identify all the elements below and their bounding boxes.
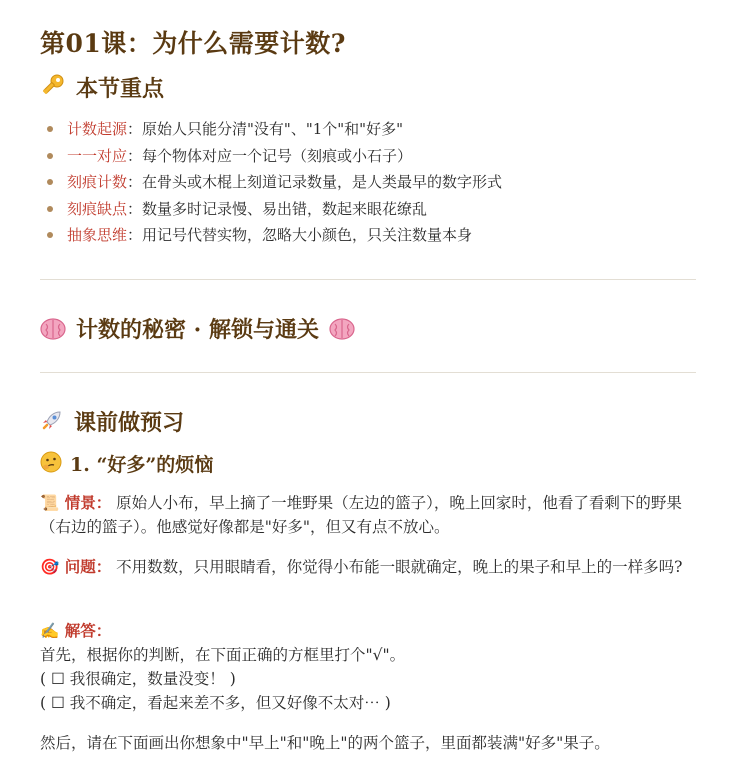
scroll-icon: 📜	[40, 493, 60, 512]
key-term: 抽象思维	[67, 226, 128, 244]
list-item	[40, 196, 502, 223]
brain-icon	[329, 318, 355, 340]
rocket-icon	[40, 408, 64, 435]
key-sep: ：	[127, 173, 143, 191]
answer-label-group	[40, 619, 690, 643]
preview-section-heading	[40, 406, 184, 437]
scenario-label-group	[40, 493, 111, 512]
bullet-dot	[47, 232, 53, 238]
bullet-dot	[47, 126, 53, 132]
list-item	[40, 222, 502, 249]
scenario-paragraph	[40, 491, 690, 539]
key-desc: 数量多时记录慢、易出错，数起来眼花缭乱	[142, 199, 428, 218]
key-sep: ：	[127, 226, 143, 244]
option-uncertain[interactable]: ( ☐ 我不确定，看起来差不多，但又好像不太对⋯ )	[40, 694, 391, 712]
lesson-title: 第01课：为什么需要计数?	[40, 29, 346, 58]
answer-label: 解答：	[64, 621, 112, 640]
key-sep: ：	[127, 199, 143, 218]
key-icon	[40, 73, 66, 102]
scenario-text: 原始人小布，早上摘了一堆野果（左边的篮子），晚上回家时，他看了看剩下的野果（右边的篮子）。他感觉好像都是"好多"，但又有点不放心。	[40, 494, 682, 536]
bullet-dot	[47, 153, 53, 159]
brain-icon	[40, 318, 66, 340]
option-certain[interactable]: ( ☐ 我很确定，数量没变！ )	[40, 670, 236, 688]
key-sep: ：	[127, 146, 143, 165]
key-term: 计数起源	[67, 120, 128, 138]
key-points-heading	[40, 72, 164, 103]
problem-title: 1. “好多”的烦恼	[70, 454, 214, 476]
question-paragraph	[40, 555, 690, 579]
follow-up-instruction: 然后，请在下面画出你想象中"早上"和"晚上"的两个篮子，里面都装满"好多"果子。	[40, 734, 610, 752]
question-text: 不用数数，只用眼睛看，你觉得小布能一眼就确定，晚上的果子和早上的一样多吗?	[116, 558, 683, 576]
secret-section-heading	[40, 313, 355, 344]
key-sep: ：	[127, 120, 143, 138]
key-term: 刻痕缺点	[67, 199, 128, 218]
key-points-title: 本节重点	[76, 76, 165, 102]
scenario-label: 情景：	[64, 493, 112, 512]
answer-block	[40, 619, 690, 715]
key-desc: 每个物体对应一个记号（刻痕或小石子）	[142, 146, 413, 165]
bullet-dot	[47, 179, 53, 185]
key-term: 一一对应	[67, 146, 128, 165]
key-desc: 在骨头或木棍上刻道记录数量，是人类最早的数字形式	[142, 173, 503, 191]
key-desc: 用记号代替实物，忽略大小颜色，只关注数量本身	[142, 226, 473, 244]
target-icon: 🎯	[40, 557, 60, 576]
key-desc: 原始人只能分清"没有"、"1个"和"好多"	[142, 120, 403, 138]
secret-section-title: 计数的秘密 · 解锁与通关	[76, 317, 319, 343]
key-term: 刻痕计数	[67, 173, 128, 191]
question-label-group	[40, 557, 111, 576]
section-divider	[40, 279, 696, 280]
section-divider	[40, 372, 696, 373]
list-item	[40, 143, 502, 170]
list-item	[40, 169, 502, 196]
preview-section-title: 课前做预习	[74, 410, 185, 436]
key-points-list	[40, 116, 502, 249]
problem-title-row	[40, 450, 213, 477]
question-label: 问题：	[64, 557, 112, 576]
thinking-face-icon	[40, 451, 62, 476]
writing-hand-icon: ✍️	[40, 621, 60, 640]
list-item	[40, 116, 502, 143]
answer-intro: 首先，根据你的判断，在下面正确的方框里打个"√"。	[40, 646, 406, 664]
bullet-dot	[47, 206, 53, 212]
